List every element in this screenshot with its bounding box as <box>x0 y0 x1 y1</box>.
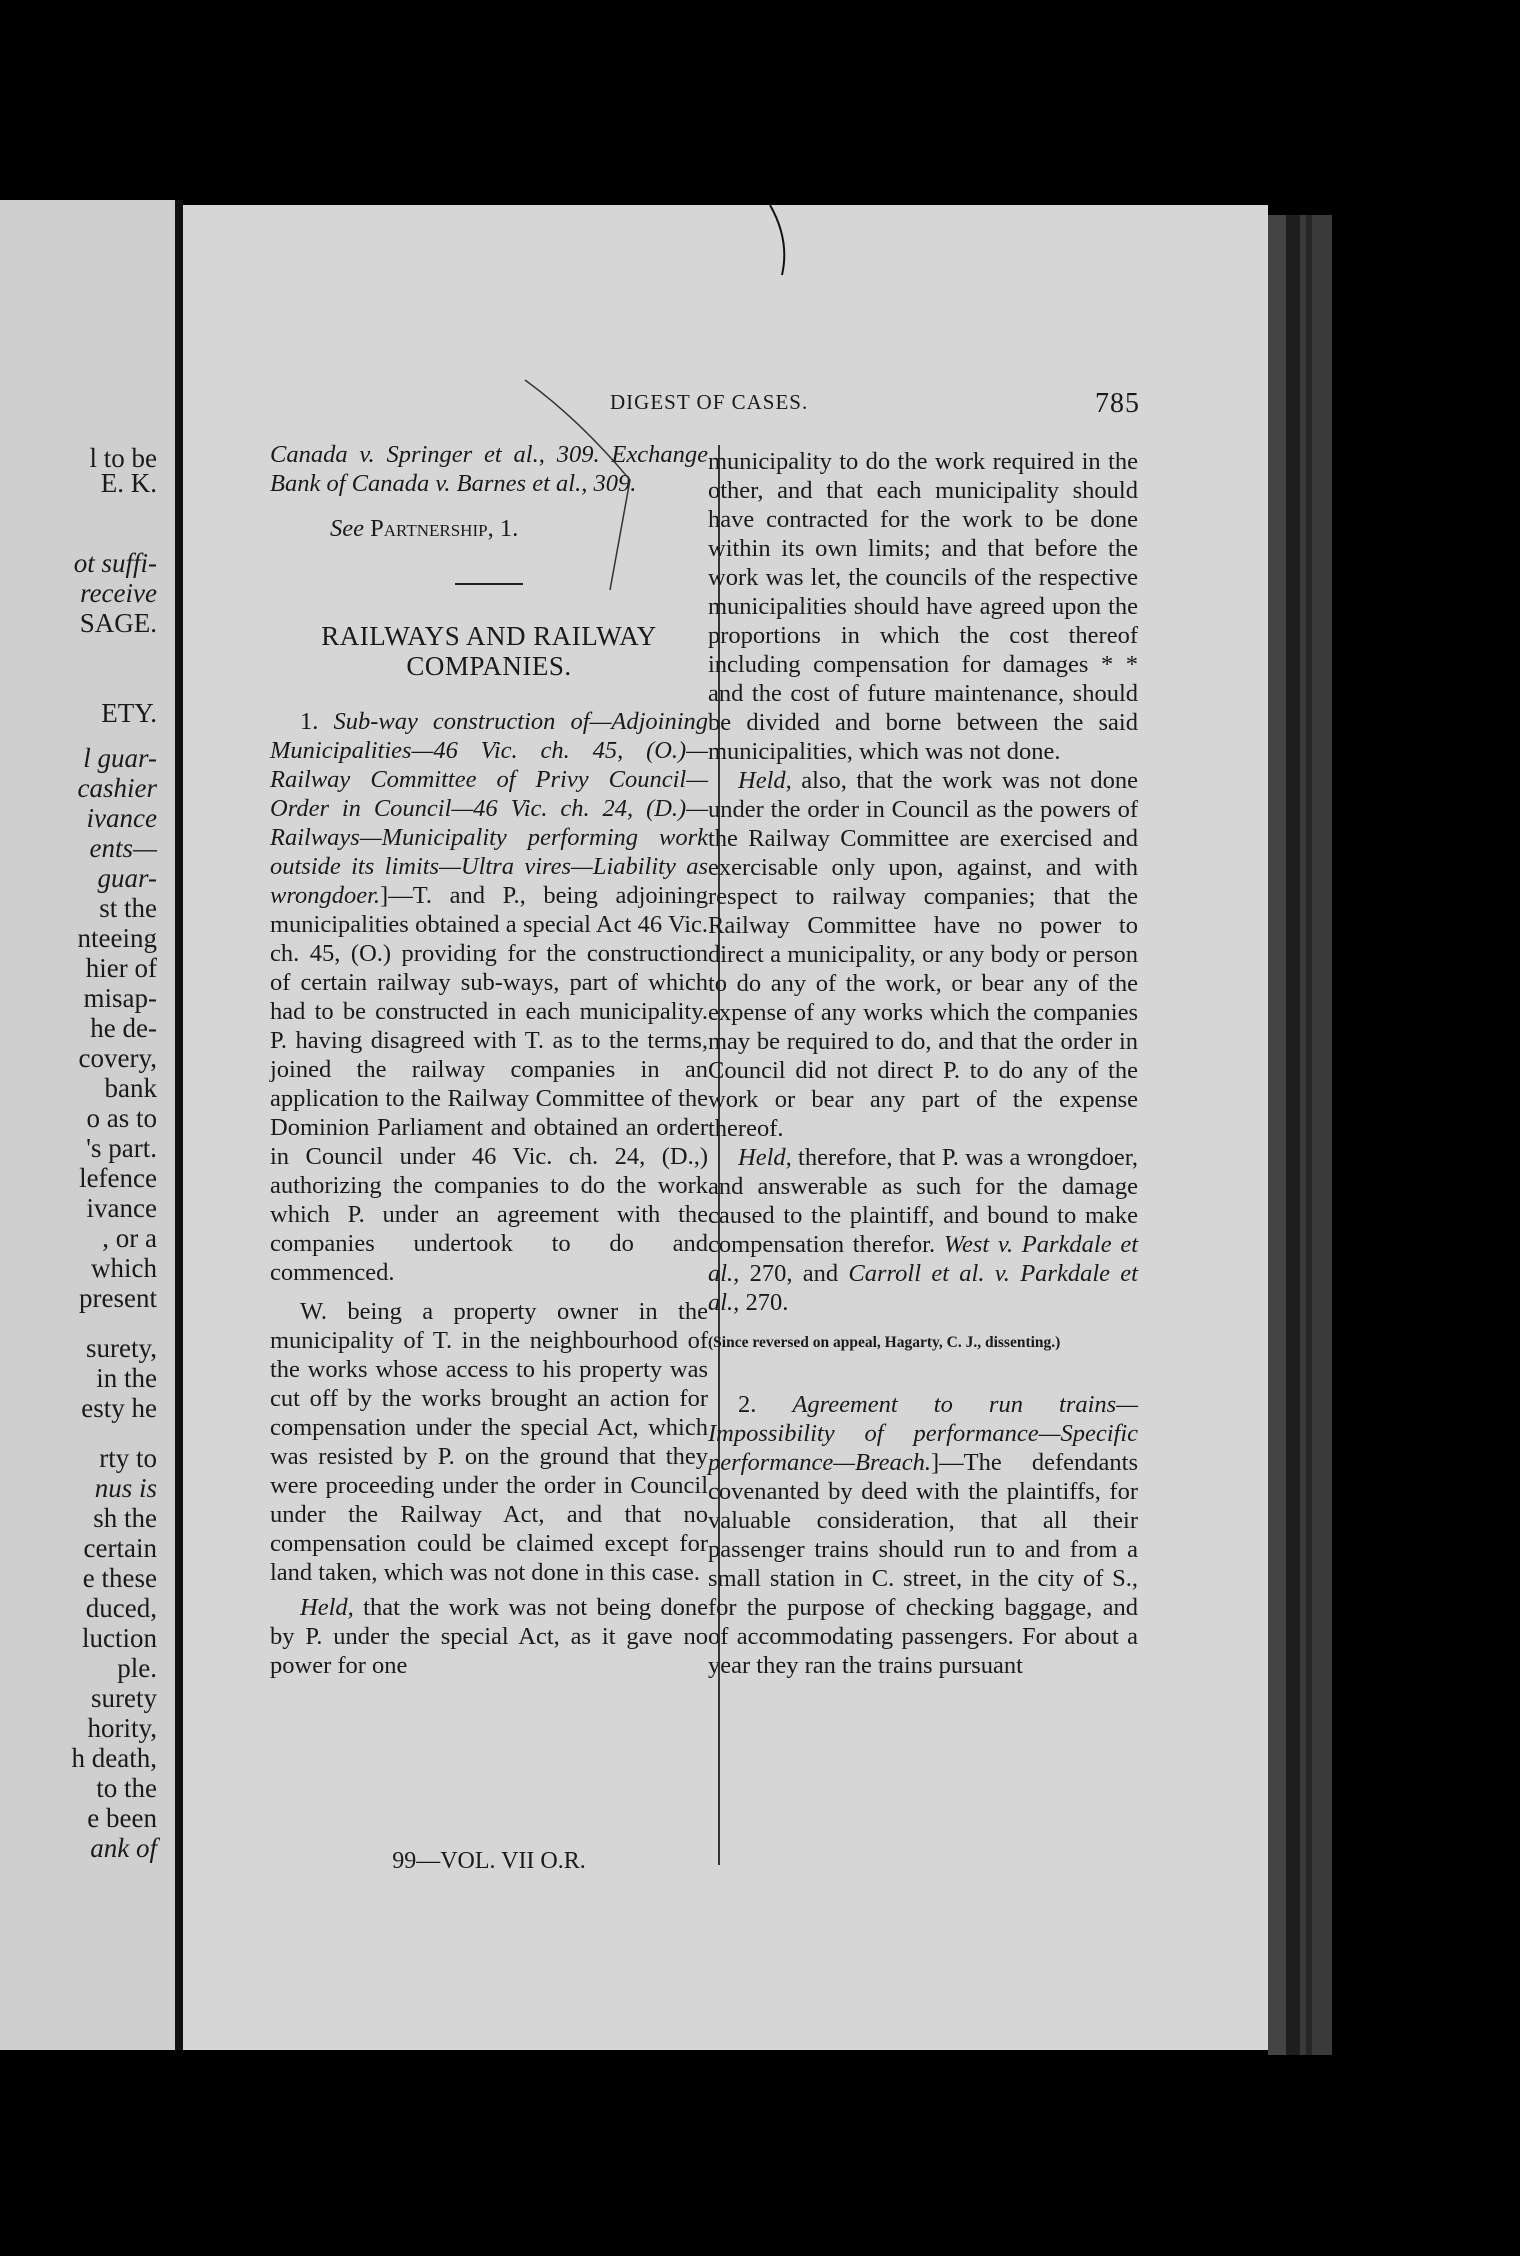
facing-page-text: ot suffi- <box>73 548 157 578</box>
facing-page-text: ETY. <box>101 698 157 728</box>
see-also: See Partnership, 1. <box>330 515 519 542</box>
facing-page-text: present <box>79 1283 157 1313</box>
cross-reference: Canada v. Springer et al., 309. Exchange Bank of Canada v. Barnes et al., 309. <box>270 441 708 497</box>
held-paragraph: Held, therefore, that P. was a wrongdoer, and answerable as such for the damage caused to the plaintiff, and bound to make compensation therefor. West v. Parkdale et al., 270, and Carroll et al. v. Parkdale et al., 270. <box>708 1144 1139 1316</box>
facing-page-text: ivance <box>86 803 157 833</box>
running-head: DIGEST OF CASES. <box>610 390 809 414</box>
facing-page-text: E. K. <box>100 468 157 498</box>
case-text: ]—The defendants covenanted by deed with the plaintiffs, for valuable consideration, that all their passenger trains should run to and from a small station in C. street, in the city of S., for the purpose of checking baggage, and of accommodating passengers. For about a year they ran the trains pursuant <box>708 1449 1138 1679</box>
facing-page-text: esty he <box>81 1393 157 1423</box>
page-edge <box>1300 215 1332 2055</box>
facing-page-text: cashier <box>77 773 157 803</box>
case-2 <box>708 1390 1138 1680</box>
facing-page-text: SAGE. <box>79 608 157 638</box>
facing-page-text: l guar- <box>83 743 157 773</box>
section-heading: RAILWAYS AND RAILWAY COMPANIES. <box>321 621 657 681</box>
page-edge <box>1286 215 1300 2055</box>
facing-page-text: to the <box>96 1773 157 1803</box>
facing-page-text: certain <box>83 1533 157 1563</box>
paragraph-w: W. being a property owner in the municipality of T. in the neighbourhood of the works whose access to his property was cut off by the works brought an action for compensation under the special Act, which was resisted by P. on the ground that they were proceeding under the order in Council under the Railway Act, and that no compensation could be claimed except for land taken, which was not done in this case. <box>270 1298 708 1586</box>
case-1 <box>270 707 708 1287</box>
page-edge <box>1268 215 1286 2055</box>
facing-page-text: duced, <box>85 1593 157 1623</box>
facing-page-text: in the <box>96 1363 157 1393</box>
facing-page-fragment <box>0 200 175 2050</box>
facing-page-text: ivance <box>86 1193 157 1223</box>
facing-page-text: st the <box>99 893 157 923</box>
case-headnote: Agreement to run trains—Impossibility of performance—Specific performance—Breach. <box>708 1391 1138 1476</box>
facing-page-text: nteeing <box>77 923 157 953</box>
facing-page-text: surety <box>91 1683 157 1713</box>
case-number: 2. <box>738 1391 757 1418</box>
page-edge <box>1306 215 1312 2055</box>
citation: Carroll et al. v. Parkdale et al., <box>708 1260 1138 1316</box>
case-text: ]—T. and P., being adjoining municipalities obtained a special Act 46 Vic. ch. 45, (O.) providing for the construction of certain railway sub-ways, part of which had to be constructed in each municipality. P. having disagreed with T. as to the terms, joined the railway companies in an application to the Railway Committee of the Dominion Parliament and obtained an order in Council under 46 Vic. ch. 24, (D.,) authorizing the companies to do the work which P. under an agreement with the companies undertook to do and commenced. <box>270 882 708 1286</box>
section-rule <box>455 583 523 585</box>
facing-page-text: hority, <box>87 1713 157 1743</box>
facing-page-text: covery, <box>78 1043 157 1073</box>
case-headnote: Sub-way construction of—Adjoining Municipalities—46 Vic. ch. 45, (O.)—Railway Committee of Privy Council—Order in Council—46 Vic. ch. 24, (D.)—Railways—Municipality performing work outside its limits—Ultra vires—Liability as wrongdoer. <box>270 708 708 909</box>
facing-page-text: ank of <box>90 1833 157 1863</box>
facing-page-text: lefence <box>79 1163 157 1193</box>
page-number: 785 <box>1095 388 1140 419</box>
appeal-note: (Since reversed on appeal, Hagarty, C. J., dissenting.) <box>708 1334 1061 1351</box>
facing-page-text: e these <box>82 1563 157 1593</box>
facing-page-text: rty to <box>99 1443 157 1473</box>
facing-page-text: hier of <box>85 953 157 983</box>
continued-paragraph: municipality to do the work required in the other, and that each municipality should have contracted for the work to be done within its own limits; and that before the work was let, the councils of the respective municipalities should have agreed upon the proportions in which the cost thereof including compensation for damages * * and the cost of future maintenance, should be divided and borne between the said municipalities, which was not done. <box>708 448 1138 765</box>
facing-page-text: 's part. <box>86 1133 157 1163</box>
facing-page-text: , or a <box>102 1223 157 1253</box>
facing-page-text: luction <box>82 1623 157 1653</box>
facing-page-text: l to be <box>89 443 157 473</box>
held-paragraph: Held, also, that the work was not done under the order in Council as the powers of the Railway Committee are exercised and exercisable only upon, against, and with respect to railway companies; that the Railway Committee have no power to direct a municipality, or any body or person to do any of the work, or bear any of the expense of any works which the companies may be required to do, and that the order in Council did not direct P. to do any of the work or bear any part of the expense thereof. <box>708 767 1138 1142</box>
facing-page-text: which <box>91 1253 157 1283</box>
volume-footer: 99—VOL. VII O.R. <box>392 1848 586 1874</box>
facing-page-text: misap- <box>83 983 157 1013</box>
facing-page-text: guar- <box>97 863 157 893</box>
right-column <box>708 447 1138 1680</box>
facing-page-text: sh the <box>93 1503 157 1533</box>
facing-page-text: ents— <box>89 833 157 863</box>
citation: West v. Parkdale et al., <box>708 1231 1139 1287</box>
facing-page-text: e been <box>87 1803 157 1833</box>
facing-page-text: he de- <box>90 1013 157 1043</box>
held-paragraph: Held, that the work was not being done by P. under the special Act, as it gave no power for one <box>270 1594 708 1679</box>
book-gutter <box>175 200 183 2050</box>
facing-page-text: h death, <box>71 1743 157 1773</box>
facing-page-text: bank <box>104 1073 157 1103</box>
case-number: 1. <box>300 708 319 735</box>
facing-page-text: receive <box>80 578 157 608</box>
facing-page-text: o as to <box>86 1103 157 1133</box>
left-column <box>270 440 708 1680</box>
facing-page-text: nus is <box>94 1473 157 1503</box>
page-header <box>610 390 1140 420</box>
facing-page-text: surety, <box>86 1333 157 1363</box>
facing-page-text: ple. <box>117 1653 157 1683</box>
